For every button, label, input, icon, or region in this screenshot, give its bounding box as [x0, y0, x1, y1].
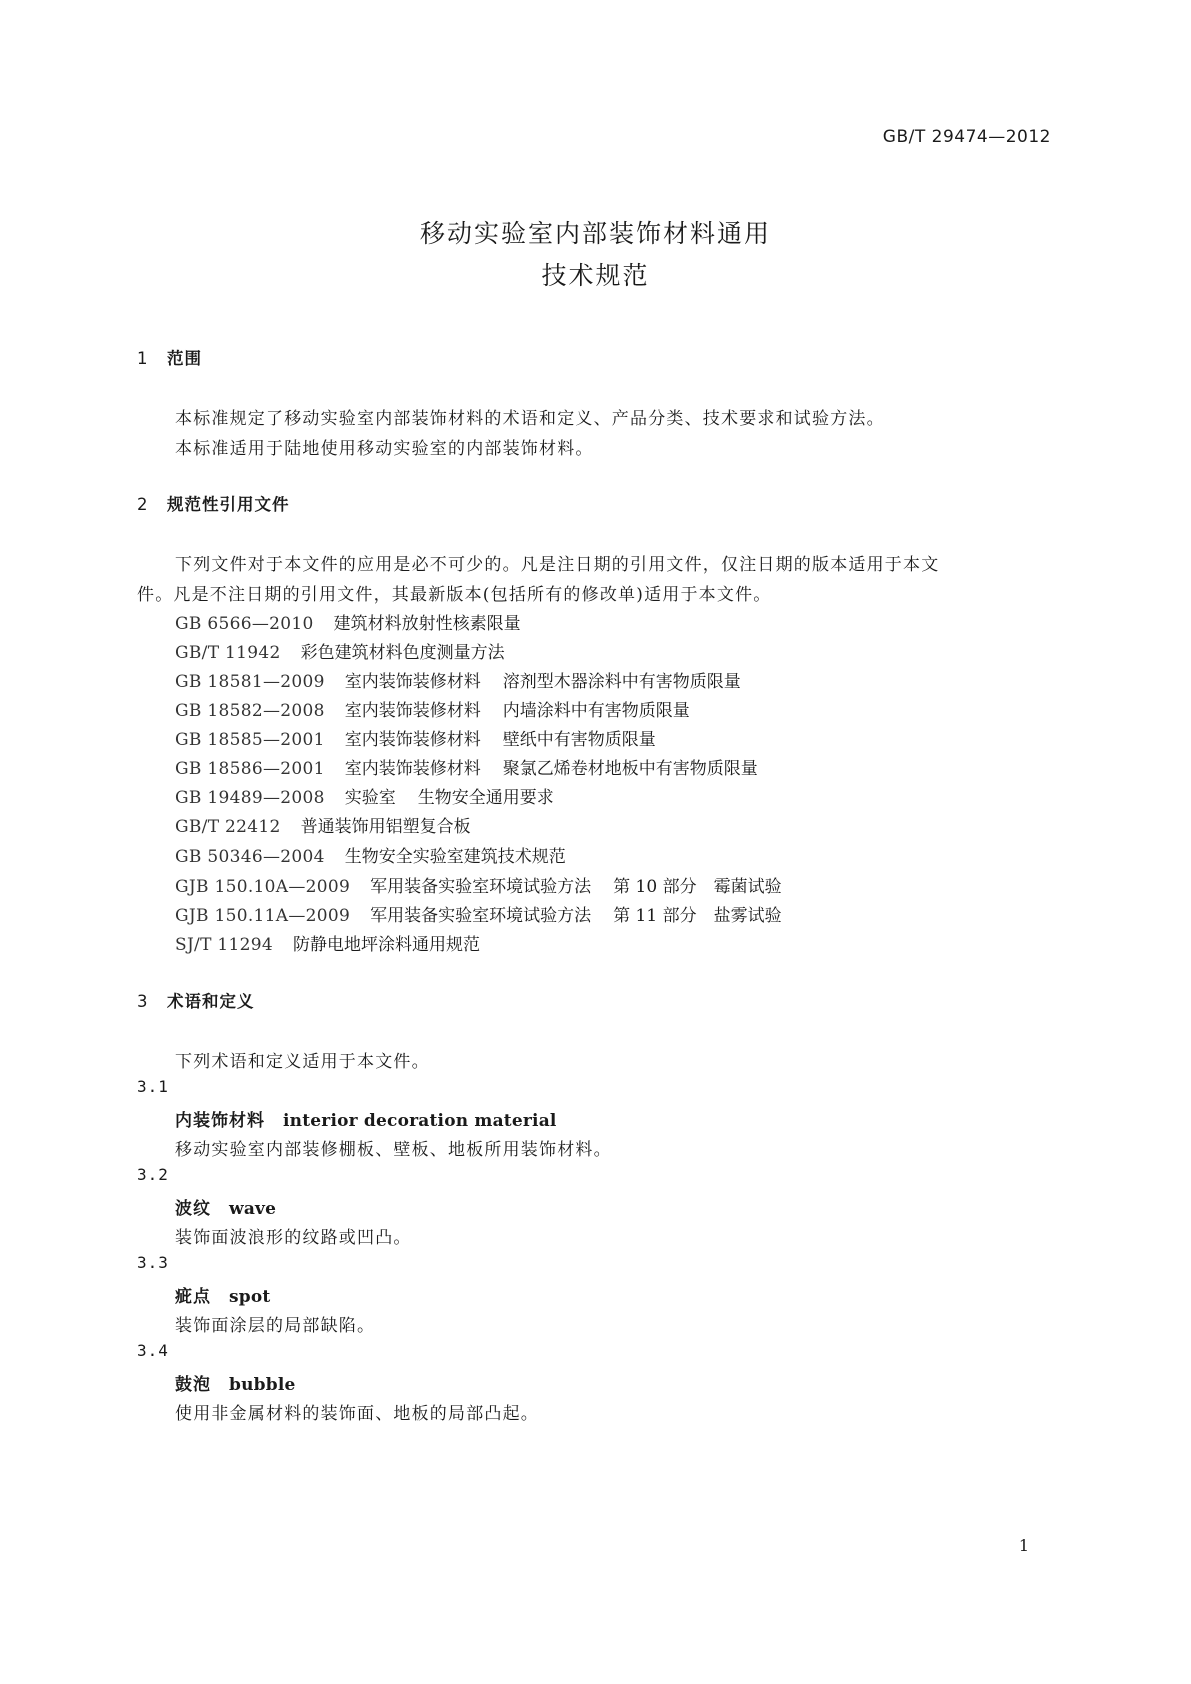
- reference-item: [175, 609, 521, 634]
- term-en: interior decoration material: [283, 1111, 557, 1131]
- term-definition: 使用非金属材料的装饰面、地板的局部凸起。: [175, 1404, 539, 1424]
- section-2-heading: [137, 491, 290, 515]
- section-1-heading: [137, 345, 202, 369]
- reference-item: [175, 783, 554, 808]
- section-title: 术语和定义: [167, 992, 255, 1011]
- term-zh: 疵点: [175, 1287, 211, 1307]
- term-definition: 移动实验室内部装修棚板、壁板、地板所用装饰材料。: [175, 1140, 612, 1160]
- section-2-paragraph-line2: 件。凡是不注日期的引用文件，其最新版本(包括所有的修改单)适用于本文件。: [137, 585, 772, 605]
- reference-code: GB 18586—2001: [175, 759, 325, 779]
- section-3-intro: 下列术语和定义适用于本文件。: [175, 1052, 430, 1072]
- term-en: wave: [229, 1199, 277, 1219]
- section-number: 1: [137, 349, 149, 368]
- reference-code: GB 50346—2004: [175, 847, 325, 867]
- reference-item: [175, 638, 505, 663]
- reference-item: [175, 930, 480, 955]
- section-number: 2: [137, 495, 149, 514]
- reference-code: GB 18582—2008: [175, 701, 325, 721]
- reference-item: [175, 667, 741, 692]
- term-heading: [175, 1194, 276, 1219]
- reference-subtitle: 第 10 部分 霉菌试验: [613, 877, 782, 897]
- term-zh: 内装饰材料: [175, 1111, 265, 1131]
- standard-code: GB/T 29474—2012: [882, 127, 1051, 147]
- reference-title: 室内装饰装修材料: [344, 701, 481, 721]
- term-number: 3.3: [137, 1253, 169, 1272]
- reference-title: 室内装饰装修材料: [344, 672, 481, 692]
- term-number: 3.4: [137, 1341, 169, 1360]
- section-title: 规范性引用文件: [167, 495, 290, 514]
- term-en: bubble: [229, 1375, 296, 1395]
- term-heading: [175, 1282, 270, 1307]
- reference-title: 室内装饰装修材料: [344, 730, 481, 750]
- reference-code: GB 18585—2001: [175, 730, 325, 750]
- reference-title: 室内装饰装修材料: [344, 759, 481, 779]
- section-3-heading: [137, 988, 255, 1012]
- reference-item: [175, 725, 656, 750]
- reference-item: [175, 812, 471, 837]
- term-number: 3.1: [137, 1077, 169, 1096]
- reference-item: [175, 901, 782, 926]
- term-heading: [175, 1370, 296, 1395]
- document-title-line1: 移动实验室内部装饰材料通用: [419, 219, 771, 248]
- reference-subtitle: 第 11 部分 盐雾试验: [613, 906, 782, 926]
- section-1-paragraph-1: 本标准规定了移动实验室内部装饰材料的术语和定义、产品分类、技术要求和试验方法。: [175, 409, 885, 429]
- reference-subtitle: 生物安全通用要求: [417, 788, 554, 808]
- term-number: 3.2: [137, 1165, 169, 1184]
- reference-code: SJ/T 11294: [175, 935, 274, 955]
- reference-title: 防静电地坪涂料通用规范: [293, 935, 481, 955]
- reference-code: GB 18581—2009: [175, 672, 325, 692]
- section-1-paragraph-2: 本标准适用于陆地使用移动实验室的内部装饰材料。: [175, 439, 594, 459]
- reference-item: [175, 754, 758, 779]
- page-number: 1: [1018, 1536, 1029, 1555]
- reference-title: 实验室: [344, 788, 396, 808]
- term-heading: [175, 1106, 557, 1131]
- reference-code: GB/T 22412: [175, 817, 281, 837]
- section-2-paragraph-line1: 下列文件对于本文件的应用是必不可少的。凡是注日期的引用文件，仅注日期的版本适用于本文: [175, 555, 940, 575]
- reference-code: GJB 150.10A—2009: [175, 877, 351, 897]
- reference-subtitle: 内墙涂料中有害物质限量: [502, 701, 690, 721]
- reference-item: [175, 872, 782, 897]
- reference-code: GJB 150.11A—2009: [175, 906, 351, 926]
- section-number: 3: [137, 992, 149, 1011]
- reference-code: GB 6566—2010: [175, 614, 314, 634]
- term-definition: 装饰面波浪形的纹路或凹凸。: [175, 1228, 412, 1248]
- reference-code: GB/T 11942: [175, 643, 281, 663]
- term-zh: 波纹: [175, 1199, 211, 1219]
- reference-title: 普通装饰用铝塑复合板: [300, 817, 471, 837]
- reference-item: [175, 842, 566, 867]
- reference-title: 军用装备实验室环境试验方法: [370, 906, 592, 926]
- reference-item: [175, 696, 690, 721]
- reference-title: 军用装备实验室环境试验方法: [370, 877, 592, 897]
- reference-title: 生物安全实验室建筑技术规范: [344, 847, 566, 867]
- reference-subtitle: 壁纸中有害物质限量: [502, 730, 656, 750]
- term-definition: 装饰面涂层的局部缺陷。: [175, 1316, 376, 1336]
- section-title: 范围: [167, 349, 202, 368]
- document-title-line2: 技术规范: [541, 261, 650, 290]
- term-zh: 鼓泡: [175, 1375, 211, 1395]
- reference-code: GB 19489—2008: [175, 788, 325, 808]
- reference-subtitle: 聚氯乙烯卷材地板中有害物质限量: [502, 759, 758, 779]
- reference-title: 建筑材料放射性核素限量: [333, 614, 521, 634]
- reference-title: 彩色建筑材料色度测量方法: [300, 643, 505, 663]
- reference-subtitle: 溶剂型木器涂料中有害物质限量: [502, 672, 741, 692]
- term-en: spot: [229, 1287, 271, 1307]
